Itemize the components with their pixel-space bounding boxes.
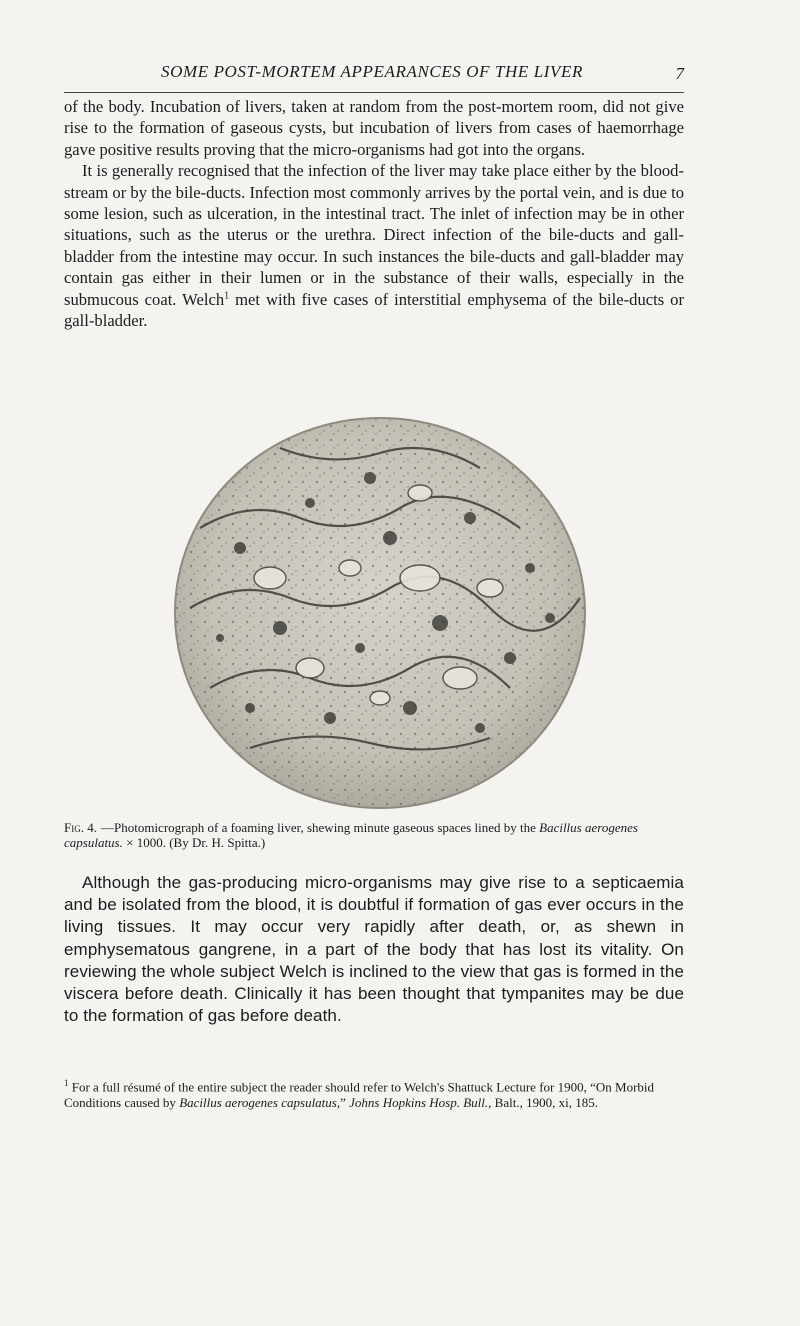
caption-species: Bacillus aerogenes capsulatus. [64,820,638,850]
paragraph-1: of the body. Incubation of livers, taken at random from the post-mortem room, did not give rise to the formation of gaseous cysts, but incubation of livers from cases of haemorrhage gave positive results proving that the micro-organisms had got into the organs. [64,97,684,159]
caption-text: —Photomicrograph of a foaming liver, shewing minute gaseous spaces lined by the [100,820,540,835]
top-text-block [64,96,684,331]
footnote-marker: 1 [64,1078,69,1088]
photomicrograph-image [160,408,600,818]
bottom-text-block [64,872,684,1027]
footnote-text-c: , Balt., 1900, xi, 185. [488,1094,598,1110]
footnote-text-b: ” [340,1094,350,1110]
paragraph-2 [64,160,684,331]
running-title: SOME POST-MORTEM APPEARANCES OF THE LIVER [161,62,583,81]
footnote [64,1076,684,1111]
figure-caption [64,820,684,850]
running-header [64,62,684,93]
photomicrograph-figure [160,408,600,818]
footnote-journal: Johns Hopkins Hosp. Bull. [349,1094,489,1110]
page-number: 7 [675,64,684,83]
paragraph-2-end: met with five cases of interstitial emphysema of the bile-ducts or gall-bladder. [64,289,684,331]
footnote-text-a: For a full résumé of the entire subject the reader should refer to Welch's Shattuck Lecture for 1900, “On Morbid Conditions caused by [64,1079,655,1110]
footnote-species: Bacillus aerogenes capsulatus, [179,1094,341,1110]
paragraph-2-text: It is generally recognised that the infection of the liver may take place either by the blood-stream or by the bile-ducts. Infection most commonly arrives by the portal vein, and is due to some lesion, such as ulceration, in the intestinal tract. The inlet of infection may be in other situations, such as the uterus or the urethra. Direct infection of the bile-ducts and gall-bladder from the intestine may occur. In such instances the bile-ducts and gall-bladder may contain gas either in their lumen or in the substance of their walls, especially in the submucous coat. Welch [64,161,684,309]
footnote-reference: 1 [224,290,230,302]
figure-label: Fig. 4. [64,820,97,835]
paragraph-3: Although the gas-producing micro-organisms may give rise to a septicaemia and be isolated from the blood, it is doubtful if formation of gas ever occurs in the living tissues. It may occur very rapidly after death, or, as shewn in emphysematous gangrene, in a part of the body that has lost its vitality. On reviewing the whole subject Welch is inclined to the view that gas is formed in the viscera before death. Clinically it has been thought that tympanites may be due to the formation of gas before death. [64,873,684,1026]
caption-credit: × 1000. (By Dr. H. Spitta.) [122,835,266,850]
